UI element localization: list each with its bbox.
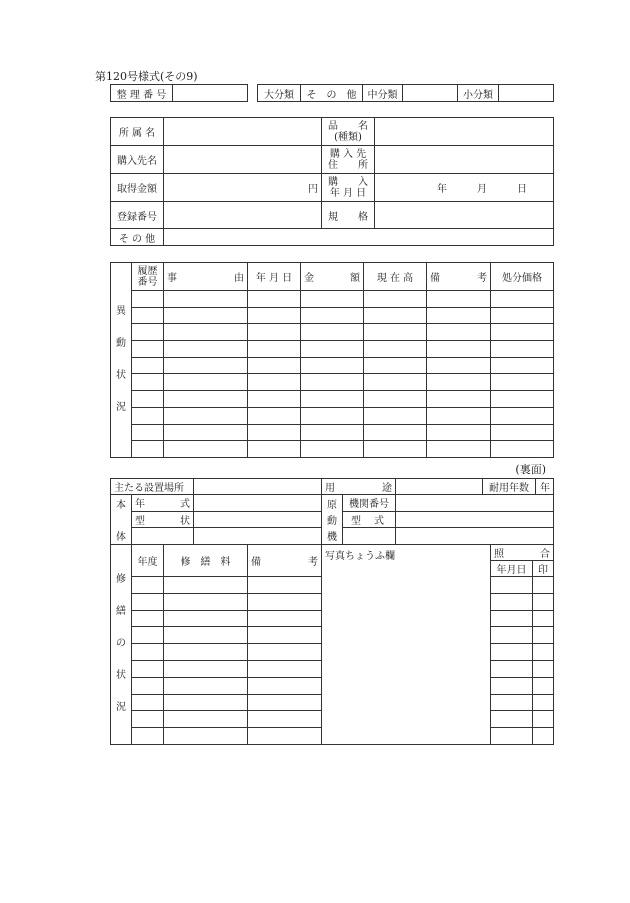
kingaku-header: 金 額	[301, 263, 364, 291]
taiyo-nensu-field[interactable]: 年	[536, 479, 554, 495]
konyu-ymd-label: 購 入 年 月 日	[322, 174, 375, 202]
kikan-bango-label: 機関番号	[343, 495, 396, 512]
konyu-ymd-field[interactable]	[375, 174, 554, 202]
biko-header: 備 考	[427, 263, 491, 291]
kikaku-label: 規 格	[322, 202, 375, 229]
nenshiki-label: 年 式	[132, 495, 194, 512]
table-row	[111, 374, 554, 391]
konyusaki-field[interactable]	[164, 146, 322, 174]
repair-side-label: 修 繕 の 状 況	[111, 545, 132, 745]
chubunrui-field[interactable]	[403, 85, 458, 102]
katashiki-label: 型 式	[343, 511, 396, 528]
chubunrui-label: 中分類	[363, 85, 403, 102]
toroku-bango-field[interactable]	[164, 202, 322, 229]
kikaku-field[interactable]	[375, 202, 554, 229]
nengappi-header: 年月日	[491, 561, 533, 577]
konyusaki-label: 購入先名	[111, 146, 164, 174]
back-info-table	[110, 478, 554, 545]
seiri-bango-field[interactable]	[173, 85, 248, 102]
shuzenryo-header: 修 繕 料	[164, 545, 248, 577]
setchi-basho-field[interactable]	[194, 479, 322, 495]
hi-unit: 日	[517, 184, 527, 195]
shutoku-kingaku-label: 取得金額	[111, 174, 164, 202]
hontai-label-2: 体	[111, 528, 132, 545]
daibunrui-label: 大分類	[258, 85, 301, 102]
shozoku-label: 所 属 名	[111, 118, 164, 146]
daibunrui-value: そ の 他	[301, 85, 363, 102]
form-title: 第120号様式(その9)	[95, 70, 198, 83]
nenshiki-field[interactable]	[194, 495, 322, 512]
shutoku-kingaku-field[interactable]	[164, 174, 322, 202]
history-side-label: 異 動 状 況	[111, 263, 132, 458]
yoto-label: 用 途	[322, 479, 396, 495]
table-row	[111, 307, 554, 324]
yoto-field[interactable]	[396, 479, 483, 495]
hinmei-label: 品 名 (種類)	[322, 118, 375, 146]
shobunrui-field[interactable]	[499, 85, 554, 102]
gendoki-label-1: 原	[322, 495, 343, 512]
table-row	[111, 441, 554, 458]
repair-biko-header: 備 考	[248, 545, 322, 577]
gendoki-label-3: 機	[322, 528, 343, 545]
table-row	[111, 341, 554, 358]
sonota-field[interactable]	[164, 229, 554, 246]
in-header: 印	[533, 561, 554, 577]
nendo-header: 年度	[132, 545, 164, 577]
shogo-header: 照 合	[491, 545, 554, 561]
ura-label: (裏面)	[515, 463, 546, 476]
photo-area[interactable]	[322, 545, 491, 745]
gendoki-label-2: 動	[322, 511, 343, 528]
sonota-label: そ の 他	[111, 229, 164, 246]
kikan-bango-field[interactable]	[396, 495, 554, 512]
shozoku-field[interactable]	[164, 118, 322, 146]
history-table	[110, 262, 554, 458]
table-row	[111, 291, 554, 308]
taiyo-nensu-label: 耐用年数	[483, 479, 536, 495]
table-row	[111, 407, 554, 424]
hinmei-field[interactable]	[375, 118, 554, 146]
tsuki-unit: 月	[477, 184, 487, 195]
info-table	[110, 117, 554, 246]
katashiki-field[interactable]	[396, 511, 554, 528]
setchi-basho-label: 主たる設置場所	[111, 479, 194, 495]
katajo-label: 型 状	[132, 511, 194, 528]
table-row	[111, 391, 554, 408]
nen-unit: 年	[437, 184, 447, 195]
shobunrui-label: 小分類	[458, 85, 499, 102]
katajo-field[interactable]	[194, 511, 322, 528]
ymd-header: 年 月 日	[248, 263, 301, 291]
yen-unit: 円	[308, 184, 318, 195]
photo-label: 写真ちょうふ欄	[325, 551, 395, 562]
genzaidaka-header: 現 在 高	[364, 263, 427, 291]
table-row	[111, 324, 554, 341]
jiyu-header: 事 由	[164, 263, 248, 291]
header-seiri-table	[110, 84, 248, 102]
table-row	[111, 424, 554, 441]
table-row	[111, 357, 554, 374]
hontai-label-1: 本	[111, 495, 132, 512]
shobun-kakaku-header: 処分価格	[491, 263, 554, 291]
konyusaki-jusho-label: 購 入 先 住 所	[322, 146, 375, 174]
header-bunrui-table	[257, 84, 554, 102]
rireki-label: 履歴 番号	[132, 263, 164, 291]
seiri-bango-label: 整 理 番 号	[111, 85, 173, 102]
toroku-bango-label: 登録番号	[111, 202, 164, 229]
konyusaki-jusho-field[interactable]	[375, 146, 554, 174]
repair-table	[110, 544, 554, 745]
